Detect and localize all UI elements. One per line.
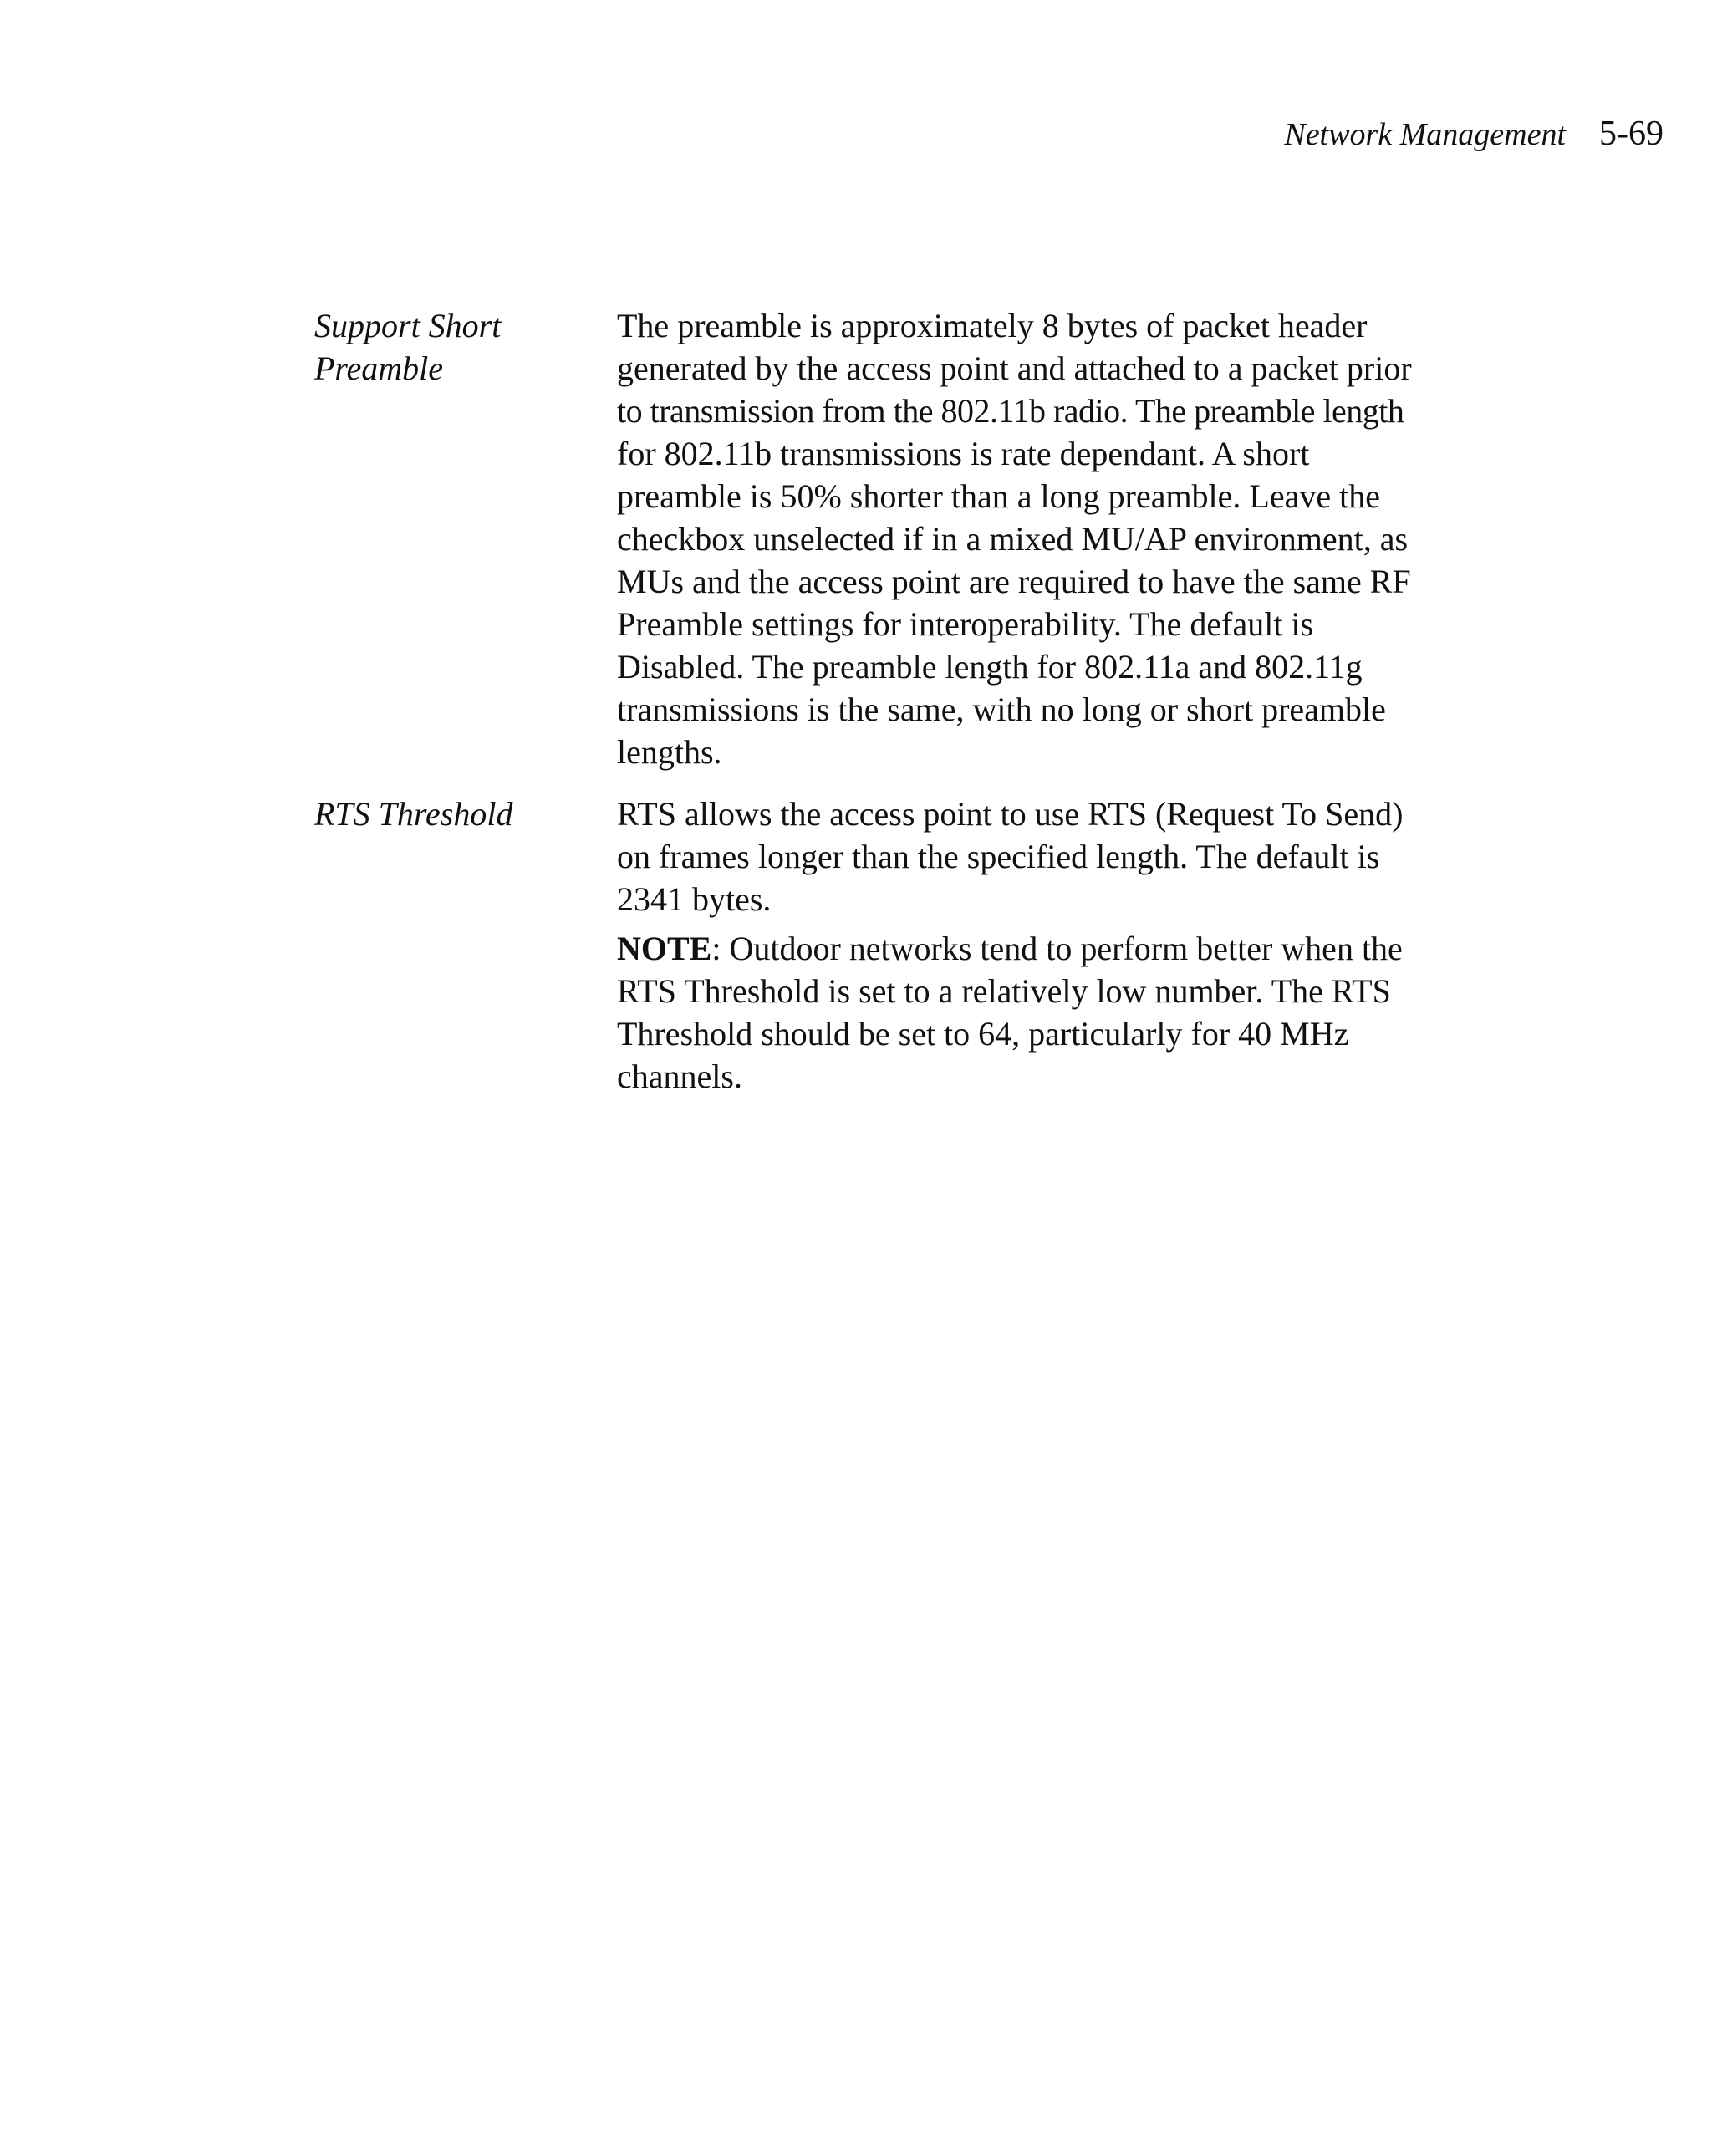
term-rts-threshold <box>314 793 617 835</box>
text-line: generated by the access point and attached to a packet prior <box>617 349 1412 387</box>
text-line: lengths. <box>617 733 722 771</box>
description-paragraph <box>617 304 1453 773</box>
note-paragraph <box>617 927 1453 1098</box>
page-number: 5-69 <box>1599 115 1664 153</box>
term-line: Preamble <box>314 349 444 387</box>
text-line: for 802.11b transmissions is rate dependant. A short <box>617 435 1310 472</box>
term-line: Support Short <box>314 307 502 344</box>
definition-list <box>314 304 1460 1098</box>
note-label: NOTE <box>617 930 712 967</box>
definition-entry-support-short-preamble <box>314 304 1460 773</box>
description-support-short-preamble <box>617 304 1453 773</box>
text-line: Threshold should be set to 64, particularly for 40 MHz <box>617 1015 1349 1053</box>
text-line: Disabled. The preamble length for 802.11a and 802.11g <box>617 648 1363 686</box>
section-title: Network Management <box>1284 117 1566 152</box>
text-line: RTS Threshold is set to a relatively low number. The RTS <box>617 972 1391 1010</box>
text-line: RTS allows the access point to use RTS (Request To Send) <box>617 795 1404 833</box>
text-line: The preamble is approximately 8 bytes of packet header <box>617 307 1368 344</box>
description-paragraph <box>617 793 1453 920</box>
description-rts-threshold <box>617 793 1453 1098</box>
text-line: channels. <box>617 1058 742 1095</box>
text-line: checkbox unselected if in a mixed MU/AP environment, as <box>617 520 1409 558</box>
text-line: on frames longer than the specified length. The default is <box>617 838 1380 875</box>
text-line: 2341 bytes. <box>617 880 772 918</box>
term-support-short-preamble <box>314 304 617 390</box>
definition-entry-rts-threshold <box>314 793 1460 1098</box>
text-line: MUs and the access point are required to have the same RF <box>617 563 1411 600</box>
text-segment: : Outdoor networks tend to perform better when the <box>711 930 1403 967</box>
text-line: Preamble settings for interoperability. The default is <box>617 605 1314 643</box>
note-first-line <box>617 927 1453 970</box>
text-line: preamble is 50% shorter than a long preamble. Leave the <box>617 477 1380 515</box>
term-line: RTS Threshold <box>314 795 513 833</box>
text-line: to transmission from the 802.11b radio. The preamble length <box>617 392 1404 430</box>
text-line: transmissions is the same, with no long or short preamble <box>617 691 1386 728</box>
running-header <box>1284 114 1664 154</box>
